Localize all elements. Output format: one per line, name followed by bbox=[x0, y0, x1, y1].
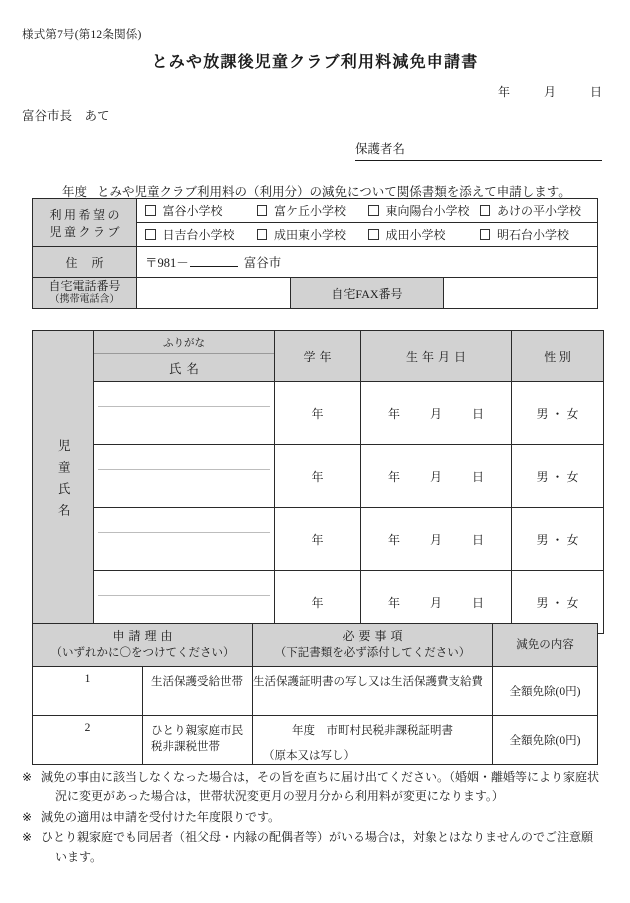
birth-year-label: 年 bbox=[387, 406, 400, 421]
child-sex-cell[interactable]: 男・女 bbox=[512, 508, 604, 571]
birth-month-label: 月 bbox=[429, 595, 442, 610]
checkbox-icon[interactable] bbox=[145, 229, 156, 240]
reason-amount: 全額免除(0円) bbox=[493, 667, 598, 716]
reason-header-line1: 申請理由 bbox=[112, 629, 177, 643]
school-label: 成田小学校 bbox=[385, 228, 446, 242]
declaration-text: とみや児童クラブ利用料の（利用分）の減免について関係書類を添えて申請します。 bbox=[97, 185, 571, 199]
child-birthdate-cell[interactable] bbox=[361, 382, 512, 445]
home-phone-label-main: 自宅電話番号 bbox=[48, 279, 121, 294]
child-name-input[interactable] bbox=[94, 533, 274, 570]
school-option-naritahigashi[interactable] bbox=[257, 226, 369, 243]
checkbox-icon[interactable] bbox=[257, 229, 268, 240]
child-furigana-input[interactable] bbox=[98, 571, 270, 596]
birth-day-label: 日 bbox=[472, 469, 485, 484]
page-title: とみや放課後児童クラブ利用料減免申請書 bbox=[151, 54, 479, 71]
reason-text[interactable]: ひとり親家庭市民税非課税世帯 bbox=[143, 716, 253, 765]
checkbox-icon[interactable] bbox=[368, 205, 379, 216]
children-table bbox=[32, 330, 604, 634]
child-furigana-input[interactable] bbox=[98, 508, 270, 533]
note-item bbox=[22, 828, 610, 867]
home-phone-input[interactable] bbox=[137, 278, 291, 309]
school-label: 東向陽台小学校 bbox=[385, 204, 470, 218]
reason-table bbox=[32, 623, 598, 765]
address-label: 住所 bbox=[33, 247, 137, 278]
furigana-header: ふりがな bbox=[94, 331, 274, 354]
checkbox-icon[interactable] bbox=[480, 229, 491, 240]
club-label-line2: 児童クラブ bbox=[49, 224, 122, 239]
note-mark-icon: ※ bbox=[22, 770, 33, 784]
children-side-label-cell bbox=[33, 331, 94, 634]
child-grade-cell[interactable]: 年 bbox=[275, 508, 361, 571]
reason-header-line2: （いずれかに〇をつけてください） bbox=[50, 647, 235, 660]
school-label: 日吉台小学校 bbox=[162, 228, 235, 242]
documents-header-cell bbox=[253, 624, 493, 667]
child-sex-cell[interactable]: 男・女 bbox=[512, 382, 604, 445]
reason-documents bbox=[253, 716, 493, 765]
date-month-label: 月 bbox=[543, 85, 556, 99]
postal-prefix: 〒981－ bbox=[145, 256, 189, 270]
home-phone-label-sub: （携帯電話含） bbox=[49, 294, 120, 306]
school-label: あけの平小学校 bbox=[497, 204, 582, 218]
reason-no: 2 bbox=[33, 716, 143, 765]
checkbox-icon[interactable] bbox=[145, 205, 156, 216]
child-grade-cell[interactable]: 年 bbox=[275, 445, 361, 508]
home-phone-label bbox=[33, 278, 137, 309]
reason-text[interactable]: 生活保護受給世帯 bbox=[143, 667, 253, 716]
note-text bbox=[41, 828, 610, 867]
note-line2: います。 bbox=[55, 849, 103, 864]
school-option-narita[interactable] bbox=[368, 226, 480, 243]
note-text bbox=[41, 808, 610, 827]
note-item bbox=[22, 768, 610, 807]
notes-section bbox=[22, 768, 610, 868]
fax-input[interactable] bbox=[444, 278, 598, 309]
club-row-1 bbox=[33, 199, 598, 223]
phone-row bbox=[33, 278, 598, 309]
reason-no: 1 bbox=[33, 667, 143, 716]
children-header-row bbox=[33, 331, 604, 382]
reason-amount: 全額免除(0円) bbox=[493, 716, 598, 765]
reason-documents-line1: 生活保護証明書の写し又は生活保護費支給費 bbox=[253, 676, 483, 689]
table-row bbox=[33, 445, 604, 508]
grade-header: 学年 bbox=[275, 331, 361, 382]
reason-documents bbox=[253, 667, 493, 716]
children-side-label: 児童氏名 bbox=[56, 439, 71, 525]
note-line1: 減免の事由に該当しなくなった場合は，その旨を直ちに届け出てください。（婚姻・離婚等により家庭状 bbox=[41, 770, 600, 784]
note-line1: ひとり親家庭でも同居者（祖父母・内縁の配偶者等）がいる場合は，対象とはなりませんのでご注意願 bbox=[41, 830, 594, 845]
amount-header: 減免の内容 bbox=[493, 624, 598, 667]
birth-day-label: 日 bbox=[472, 595, 485, 610]
date-year-label: 年 bbox=[497, 85, 510, 99]
child-name-cell[interactable] bbox=[94, 445, 275, 508]
school-option-tomigaoka[interactable] bbox=[257, 202, 369, 219]
birth-year-label: 年 bbox=[387, 532, 400, 547]
school-option-tomiya[interactable] bbox=[145, 202, 257, 219]
child-name-input[interactable] bbox=[94, 407, 274, 444]
reason-header-row bbox=[33, 624, 598, 667]
note-line1: 減免の適用は申請を受付けた年度限りです。 bbox=[41, 809, 281, 824]
birth-month-label: 月 bbox=[429, 469, 442, 484]
guardian-name-field[interactable] bbox=[355, 139, 602, 161]
sex-header: 性別 bbox=[512, 331, 604, 382]
addressee: 富谷市長 あて bbox=[22, 109, 110, 123]
note-text bbox=[41, 768, 610, 807]
child-furigana-input[interactable] bbox=[98, 382, 270, 407]
child-furigana-input[interactable] bbox=[98, 445, 270, 470]
birth-year-label: 年 bbox=[387, 595, 400, 610]
note-item bbox=[22, 808, 610, 827]
table-row bbox=[33, 382, 604, 445]
table-row bbox=[33, 716, 598, 765]
submission-date-line bbox=[498, 83, 602, 100]
date-day-label: 日 bbox=[589, 85, 602, 99]
schools-row-1-cell bbox=[137, 199, 598, 223]
guardian-name-label: 保護者名 bbox=[355, 142, 406, 156]
reason-header-cell bbox=[33, 624, 253, 667]
checkbox-icon[interactable] bbox=[480, 205, 491, 216]
fax-label: 自宅FAX番号 bbox=[290, 278, 444, 309]
school-option-higashikoyodai[interactable] bbox=[368, 202, 480, 219]
reason-documents-line1: 年度 市町村民税非課税証明書 bbox=[292, 725, 453, 738]
child-grade-cell[interactable]: 年 bbox=[275, 571, 361, 634]
table-row bbox=[33, 508, 604, 571]
reason-documents-line2: （原本又は写し） bbox=[263, 750, 355, 763]
child-sex-cell[interactable]: 男・女 bbox=[512, 445, 604, 508]
birthdate-header: 生年月日 bbox=[361, 331, 512, 382]
child-sex-cell[interactable]: 男・女 bbox=[512, 571, 604, 634]
note-mark-icon: ※ bbox=[22, 830, 33, 845]
school-label: 明石台小学校 bbox=[497, 228, 570, 242]
birth-month-label: 月 bbox=[429, 532, 442, 547]
club-label-cell bbox=[33, 199, 137, 247]
documents-header-line2: （下記書類を必ず添付してください） bbox=[274, 647, 471, 660]
table-row bbox=[33, 667, 598, 716]
birth-day-label: 日 bbox=[472, 532, 485, 547]
schools-row-2-cell bbox=[137, 223, 598, 247]
name-header: 氏名 bbox=[168, 361, 204, 376]
form-number: 様式第7号(第12条関係) bbox=[22, 29, 142, 41]
address-input-cell[interactable] bbox=[137, 247, 598, 278]
postal-blank[interactable] bbox=[190, 266, 238, 267]
school-label: 富ケ丘小学校 bbox=[274, 204, 347, 218]
school-option-akenodaira[interactable] bbox=[480, 202, 592, 219]
school-label: 富谷小学校 bbox=[162, 204, 223, 218]
school-label: 成田東小学校 bbox=[274, 228, 347, 242]
school-option-akaishidai[interactable] bbox=[480, 226, 592, 243]
birth-day-label: 日 bbox=[472, 406, 485, 421]
school-option-hiyoshidai[interactable] bbox=[145, 226, 257, 243]
declaration-year-label: 年度 bbox=[62, 185, 88, 199]
address-row bbox=[33, 247, 598, 278]
address-city: 富谷市 bbox=[243, 256, 282, 270]
child-name-cell[interactable] bbox=[94, 382, 275, 445]
birth-month-label: 月 bbox=[429, 406, 442, 421]
note-line2: 況に変更があった場合は，世帯状況変更月の翌月分から利用料が変更になります。） bbox=[55, 789, 504, 804]
child-birthdate-cell[interactable] bbox=[361, 508, 512, 571]
child-grade-cell[interactable]: 年 bbox=[275, 382, 361, 445]
child-birthdate-cell[interactable] bbox=[361, 445, 512, 508]
child-name-cell[interactable] bbox=[94, 508, 275, 571]
checkbox-icon[interactable] bbox=[368, 229, 379, 240]
applicant-info-table bbox=[32, 198, 598, 309]
note-mark-icon: ※ bbox=[22, 809, 33, 824]
checkbox-icon[interactable] bbox=[257, 205, 268, 216]
name-header-cell bbox=[94, 331, 275, 382]
birth-year-label: 年 bbox=[387, 469, 400, 484]
documents-header-line1: 必要事項 bbox=[342, 629, 407, 643]
club-label-line1: 利用希望の bbox=[49, 207, 122, 222]
child-name-input[interactable] bbox=[94, 470, 274, 507]
